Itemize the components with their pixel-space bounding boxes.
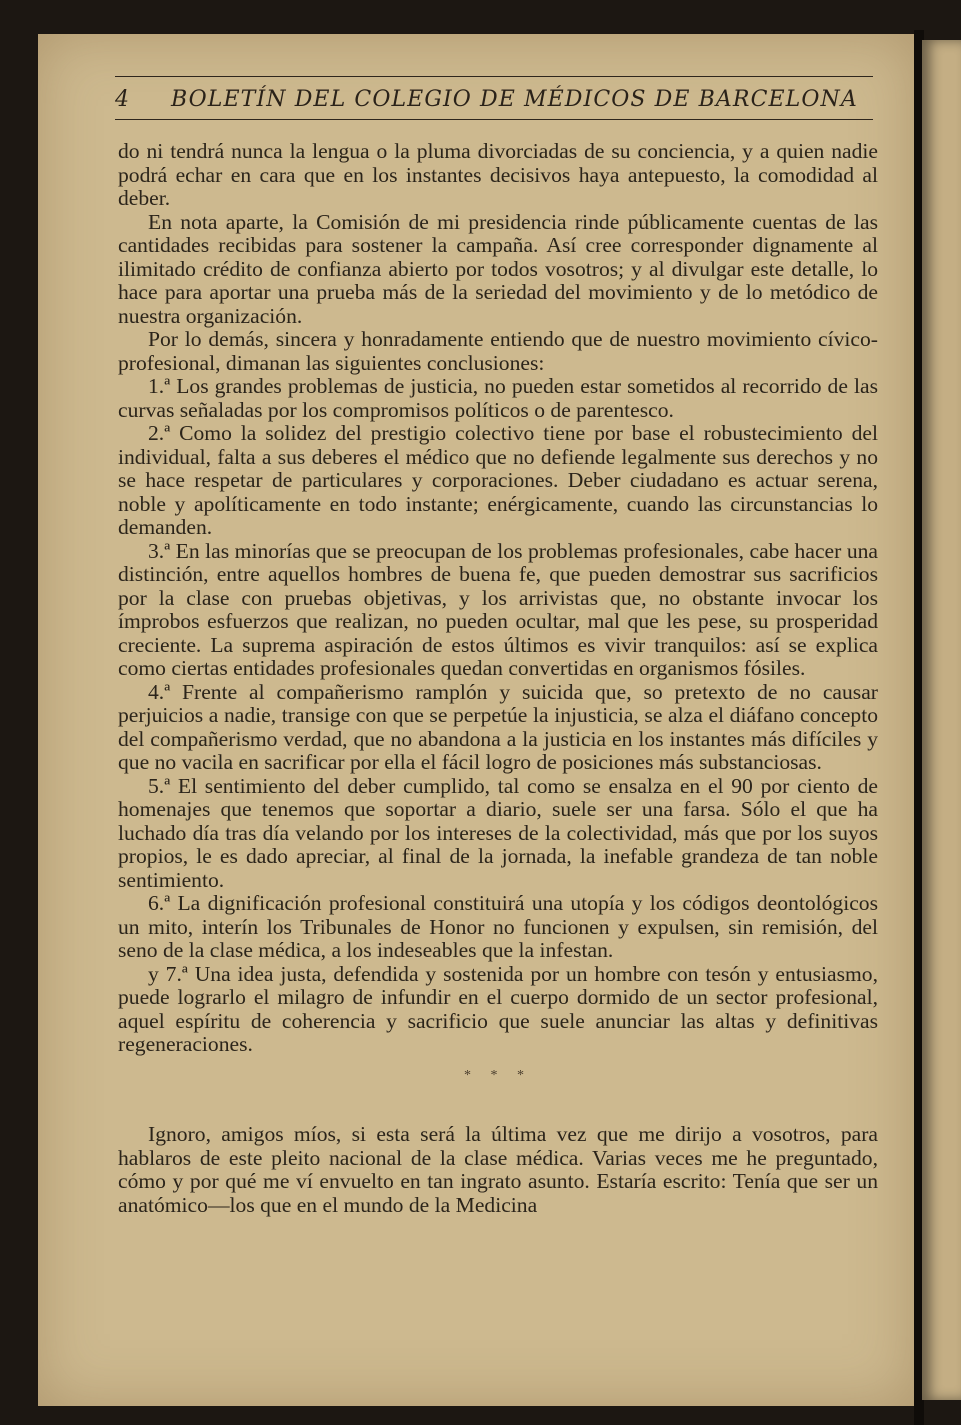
conclusion-7: y 7.ª Una idea justa, defendida y sostenida por un hombre con tesón y entusiasmo, puede lograrlo el milagro de infundir en el cuerpo dormido de un sector profesional, aquel espíritu de coherencia y sacrificio que suele anunciar las altas y definitivas regeneraciones. [118, 961, 878, 1056]
paragraph: Ignoro, amigos míos, si esta será la última vez que me dirijo a vosotros, para hablaros de este pleito nacional de la clase médica. Varias veces me he preguntado, cómo y por qué me ví envuelto en tan ingrato asunto. Estaría escrito: Tenía que ser un anatómico—los que en el mundo de la Medicina [118, 1122, 878, 1217]
conclusion-2: 2.ª Como la solidez del prestigio colectivo tiene por base el robustecimiento del individual, falta a sus deberes el médico que no defiende legalmente sus derechos y no se hace respetar de particulares y corporaciones. Deber ciudadano es actuar serena, noble y apolíticamente en todo instante; enérgicamente, cuando las circunstancias lo demanden. [118, 421, 878, 539]
conclusion-3: 3.ª En las minorías que se preocupan de los problemas profesionales, cabe hacer una distinción, entre aquellos hombres de buena fe, que pueden demostrar sus sacrificios por la clase con pruebas objetivas, y los arrivistas que, no obstante invocar los ímprobos esfuerzos que realizan, no pueden ocultar, mal que les pese, su prosperidad creciente. La suprema aspiración de estos últimos es vivir tranquilos: así se explica como ciertas entidades profesionales quedan convertidas en organismos fósiles. [118, 538, 878, 680]
running-header [115, 76, 873, 120]
paragraph: Por lo demás, sincera y honradamente entiendo que de nuestro movimiento cívico-profesional, dimanan las siguientes conclusiones: [118, 327, 878, 375]
conclusion-4: 4.ª Frente al compañerismo ramplón y suicida que, so pretexto de no causar perjuicios a nadie, transige con que se perpetúe la injusticia, se alza el diáfano concepto del compañerismo verdad, que no abandona a la justicia en los instantes más difíciles y que no vacila en sacrificar por ella el fácil logro de posiciones más substanciosas. [118, 679, 878, 774]
page-number: 4 [115, 87, 129, 112]
paragraph-continuation: do ni tendrá nunca la lengua o la pluma divorciadas de su conciencia, y a quien nadie podrá echar en cara que en los instantes decisivos haya antepuesto, la comodidad al deber. [118, 139, 878, 210]
journal-title: BOLETÍN DEL COLEGIO DE MÉDICOS DE BARCELONA [171, 87, 858, 112]
conclusion-1: 1.ª Los grandes problemas de justicia, no pueden estar sometidos al recorrido de las curvas señaladas por los compromisos políticos o de parentesco. [118, 374, 878, 422]
facing-page-edge [922, 40, 961, 1400]
paragraph: En nota aparte, la Comisión de mi presidencia rinde públicamente cuentas de las cantidades recibidas para sostener la campaña. Así cree corresponder dignamente al ilimitado crédito de confianza abierto por todos vosotros; y al divulgar este detalle, lo hace para aportar una prueba más de la seriedad del movimiento y de lo metódico de nuestra organización. [118, 209, 878, 328]
conclusion-6: 6.ª La dignificación profesional constituirá una utopía y los códigos deontológicos un mito, interín los Tribunales de Honor no funcionen y expulsen, sin remisión, del seno de la clase médica, a los indeseables que la infestan. [118, 891, 878, 962]
section-separator: * * * [464, 1067, 532, 1083]
article-body [118, 140, 878, 1217]
conclusion-5: 5.ª El sentimiento del deber cumplido, tal como se ensalza en el 90 por ciento de homenajes que tenemos que soportar a diario, suele ser una farsa. Sólo el que ha luchado día tras día velando por los intereses de la colectividad, más que por los suyos propios, le es dado apreciar, al final de la jornada, la inefable grandeza de tan noble sentimiento. [118, 773, 878, 892]
